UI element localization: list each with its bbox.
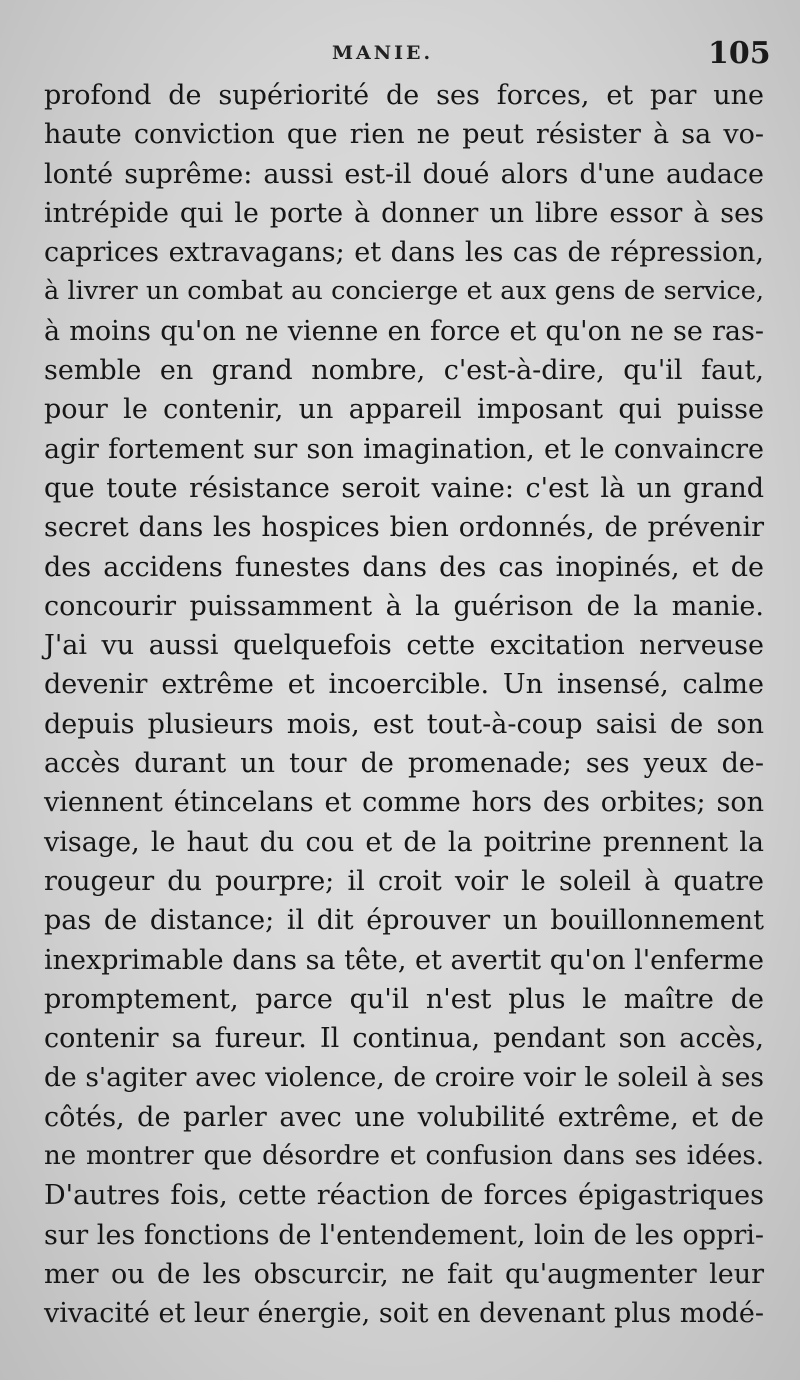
text-line: depuis plusieurs mois, est tout-à-coup saisi de son [44,708,764,740]
text-line: viennent étincelans et comme hors des orbites; son [44,787,764,819]
text-line: promptement, parce qu'il n'est plus le maître de [44,983,764,1015]
running-head [0,36,800,76]
text-line: pour le contenir, un appareil imposant qui puisse [44,394,764,426]
running-title: MANIE. [332,42,434,64]
text-line: des accidens funestes dans des cas inopinés, et de [44,551,764,583]
text-line: semble en grand nombre, c'est-à-dire, qu'il faut, [44,355,764,387]
text-line: à moins qu'on ne vienne en force et qu'on ne se ras- [44,315,764,347]
text-line: visage, le haut du cou et de la poitrine prennent la [44,826,764,858]
text-line: à livrer un combat au concierge et aux gens de service, [44,276,764,307]
text-line: agir fortement sur son imagination, et le convaincre [44,433,764,465]
text-line: pas de distance; il dit éprouver un bouillonnement [44,905,764,937]
text-line: sur les fonctions de l'entendement, loin de les oppri- [44,1219,764,1251]
text-line: inexprimable dans sa tête, et avertit qu'on l'enferme [44,944,764,976]
text-line: lonté suprême: aussi est-il doué alors d'une audace [44,158,764,190]
text-line: vivacité et leur énergie, soit en devenant plus modé- [44,1298,764,1330]
text-line: contenir sa fureur. Il continua, pendant son accès, [44,1023,764,1055]
body-text [44,76,764,1334]
text-line: concourir puissamment à la guérison de la manie. [44,590,764,622]
text-line: J'ai vu aussi quelquefois cette excitation nerveuse [44,630,764,662]
text-line: profond de supériorité de ses forces, et par une [44,80,764,111]
text-line: rougeur du pourpre; il croit voir le soleil à quatre [44,865,764,897]
text-line: devenir extrême et incoercible. Un insensé, calme [44,669,764,701]
text-line: caprices extravagans; et dans les cas de répression, [44,237,764,269]
text-line: que toute résistance seroit vaine: c'est là un grand [44,472,764,504]
text-line: intrépide qui le porte à donner un libre essor à ses [44,197,764,229]
text-line: côtés, de parler avec une volubilité extrême, et de [44,1101,764,1133]
text-line: secret dans les hospices bien ordonnés, de prévenir [44,512,764,544]
text-line: de s'agiter avec violence, de croire voir le soleil à ses [44,1062,764,1094]
text-line: ne montrer que désordre et confusion dans ses idées. [44,1141,764,1172]
text-line: haute conviction que rien ne peut résister à sa vo- [44,119,764,151]
page-number: 105 [708,36,771,71]
text-line: accès durant un tour de promenade; ses yeux de- [44,748,764,780]
text-line: D'autres fois, cette réaction de forces épigastriques [44,1180,764,1212]
text-line: mer ou de les obscurcir, ne fait qu'augmenter leur [44,1258,764,1290]
